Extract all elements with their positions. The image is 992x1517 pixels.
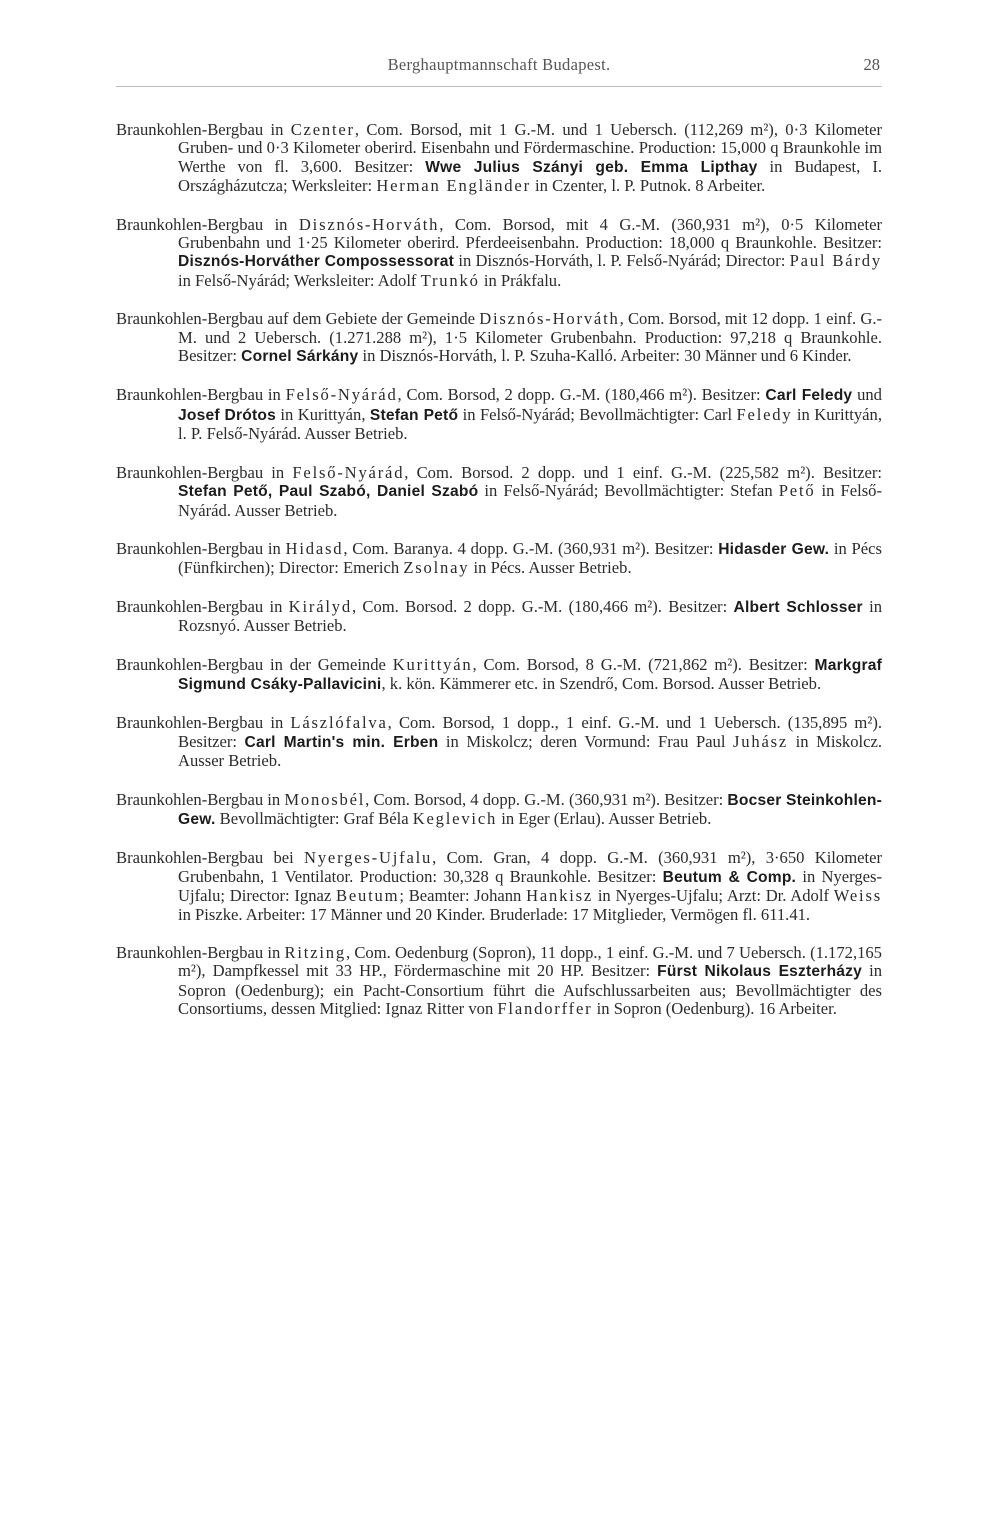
person-name: Herman Engländer xyxy=(376,176,531,196)
place-name: Disznós-Horváth xyxy=(298,214,440,234)
place-name: Kurittyán xyxy=(392,654,473,674)
owner-name: Carl Feledy xyxy=(765,387,853,405)
owner-name: Carl Martin's min. Erben xyxy=(244,733,439,751)
person-name: Keglevich xyxy=(412,808,498,828)
place-name: Királyd xyxy=(288,596,352,616)
place-name: Lászlófalva xyxy=(290,713,388,733)
place-name: Czenter xyxy=(290,120,355,139)
person-name: Weiss xyxy=(833,886,882,906)
entry-laszlofalva: Braunkohlen-Bergbau in Lászlófalva, Com. Borsod, 1 dopp., 1 einf. G.-M. und 1 Uebersch. (135,895 m²). Besitzer: Carl Martin's min. Erben in Miskolcz; deren Vormund: Frau Paul Juhász in Miskolcz. Ausser Betrieb. xyxy=(116,713,883,771)
place-name: Felső-Nyárád xyxy=(285,385,398,405)
person-name: Flandorffer xyxy=(497,999,593,1019)
place-name: Monosbél xyxy=(284,789,366,809)
place-name: Nyerges-Ujfalu xyxy=(304,848,433,868)
entry-hidasd: Braunkohlen-Bergbau in Hidasd, Com. Baranya. 4 dopp. G.-M. (360,931 m²). Besitzer: Hidasder Gew. in Pécs (Fünfkirchen); Director: Emerich Zsolnay in Pécs. Ausser Betrieb. xyxy=(116,538,882,578)
entry-disznos-horvath-2: Braunkohlen-Bergbau auf dem Gebiete der Gemeinde Disznós-Horváth, Com. Borsod, mit 12 dopp. 1 einf. G.-M. und 2 Uebersch. (1.271.288 m²), 1·5 Kilometer Grubenbahn. Production: 97,218 q Braunkohle. Besitzer: Cornel Sárkány in Disznós-Horváth, l. P. Szuha-Kalló. Arbeiter: 30 Männer und 6 Kinder. xyxy=(116,309,883,366)
person-name: Beutum xyxy=(336,886,400,906)
owner-name: Fürst Nikolaus Eszterházy xyxy=(657,963,863,981)
person-name: Paul Bárdy xyxy=(789,251,882,271)
entry-felso-nyarad-1: Braunkohlen-Bergbau in Felső-Nyárád, Com. Borsod, 2 dopp. G.-M. (180,466 m²). Besitzer: Carl Feledy und Josef Drótos in Kurittyán, Stefan Pető in Felső-Nyárád; Bevollmächtigter: Carl Feledy in Kurittyán, l. P. Felső-Nyárád. Ausser Betrieb. xyxy=(116,385,882,444)
entry-kiralyd: Braunkohlen-Bergbau in Királyd, Com. Borsod. 2 dopp. G.-M. (180,466 m²). Besitzer: Albert Schlosser in Rozsnyó. Ausser Betrieb. xyxy=(116,596,882,636)
entry-monosbel: Braunkohlen-Bergbau in Monosbél, Com. Borsod, 4 dopp. G.-M. (360,931 m²). Besitzer: Bocser Steinkohlen-Gew. Bevollmächtigter: Graf Béla Keglevich in Eger (Erlau). Ausser Betrieb. xyxy=(116,789,882,828)
entry-disznos-horvath-1: Braunkohlen-Bergbau in Disznós-Horváth, Com. Borsod, mit 4 G.-M. (360,931 m²), 0·5 Kilometer Grubenbahn und 1·25 Kilometer oberird. Pferdeeisenbahn. Production: 18,000 q Braunkohle. Besitzer: Disznós-Horváther Compossessorat in Disznós-Horváth, l. P. Felső-Nyárád; Director: Paul Bárdy in Felső-Nyárád; Werksleiter: Adolf Trunkó in Prákfalu. xyxy=(116,214,882,290)
entry-nyerges-ujfalu: Braunkohlen-Bergbau bei Nyerges-Ujfalu, Com. Gran, 4 dopp. G.-M. (360,931 m²), 3·650 Kilometer Grubenbahn, 1 Ventilator. Production: 30,328 q Braunkohle. Besitzer: Beutum & Comp. in Nyerges-Ujfalu; Director: Ignaz Beutum; Beamter: Johann Hankisz in Nyerges-Ujfalu; Arzt: Dr. Adolf Weiss in Piszke. Arbeiter: 17 Männer und 20 Kinder. Bruderlade: 17 Mitglieder, Vermögen fl. 611.41. xyxy=(116,848,882,924)
header-title: Berghauptmannschaft Budapest. xyxy=(387,55,611,74)
entry-ritzing: Braunkohlen-Bergbau in Ritzing, Com. Oedenburg (Sopron), 11 dopp., 1 einf. G.-M. und 7 Uebersch. (1.172,165 m²), Dampfkessel mit 33 HP., Fördermaschine mit 20 HP. Besitzer: Fürst Nikolaus Eszterházy in Sopron (Oedenburg); ein Pacht-Consortium führt die Aufschlussarbeiten aus; Bevollmächtigter des Consortiums, dessen Mitglied: Ignaz Ritter von Flandorffer in Sopron (Oedenburg). 16 Arbeiter. xyxy=(116,943,882,1019)
owner-name: Bocser Steinkohlen-Gew. xyxy=(178,791,882,828)
owner-name: Cornel Sárkány xyxy=(241,348,359,366)
owner-name: Stefan Pető xyxy=(369,406,459,424)
page-number: 28 xyxy=(863,55,880,74)
owner-name: Disznós-Horváther Compossessorat xyxy=(178,253,455,271)
owner-name: Wwe Julius Szányi geb. Emma Lipthay xyxy=(425,158,758,176)
entry-czenter: Braunkohlen-Bergbau in Czenter, Com. Borsod, mit 1 G.-M. und 1 Uebersch. (112,269 m²), 0·3 Kilometer Gruben- und 0·3 Kilometer oberird. Eisenbahn und Fördermaschine. Production: 15,000 q Braunkohle im Werthe von fl. 3,600. Besitzer: Wwe Julius Szányi geb. Emma Lipthay in Budapest, I. Országházutcza; Werksleiter: Herman Engländer in Czenter, l. P. Putnok. 8 Arbeiter. xyxy=(116,120,882,196)
running-header xyxy=(116,55,882,77)
owner-name: Josef Drótos xyxy=(178,406,276,424)
place-name: Hidasd xyxy=(285,538,344,558)
owner-name: Markgraf Sigmund Csáky-Pallavicini xyxy=(178,656,882,693)
entry-felso-nyarad-2: Braunkohlen-Bergbau in Felső-Nyárád, Com. Borsod. 2 dopp. und 1 einf. G.-M. (225,582 m²). Besitzer: Stefan Pető, Paul Szabó, Daniel Szabó in Felső-Nyárád; Bevollmächtigter: Stefan Pető in Felső-Nyárád. Ausser Betrieb. xyxy=(116,462,882,520)
owner-name: Stefan Pető, Paul Szabó, Daniel Szabó xyxy=(178,483,479,501)
owner-name: Beutum & Comp. xyxy=(662,868,797,886)
entry-kurittyan: Braunkohlen-Bergbau in der Gemeinde Kurittyán, Com. Borsod, 8 G.-M. (721,862 m²). Besitzer: Markgraf Sigmund Csáky-Pallavicini, k. kön. Kämmerer etc. in Szendrő, Com. Borsod. Ausser Betrieb. xyxy=(116,654,882,693)
entry-list xyxy=(116,121,882,1039)
person-name: Juhász xyxy=(733,731,789,751)
place-name: Ritzing xyxy=(284,943,346,962)
owner-name: Hidasder Gew. xyxy=(718,540,830,558)
place-name: Disznós-Horváth xyxy=(479,309,620,329)
header-rule xyxy=(116,86,882,87)
person-name: Trunkó xyxy=(420,270,480,290)
place-name: Felső-Nyárád xyxy=(292,462,405,482)
owner-name: Albert Schlosser xyxy=(733,598,863,616)
person-name: Hankisz xyxy=(526,886,594,906)
person-name: Pető xyxy=(778,481,816,501)
person-name: Zsolnay xyxy=(403,558,470,578)
person-name: Feledy xyxy=(736,404,793,424)
